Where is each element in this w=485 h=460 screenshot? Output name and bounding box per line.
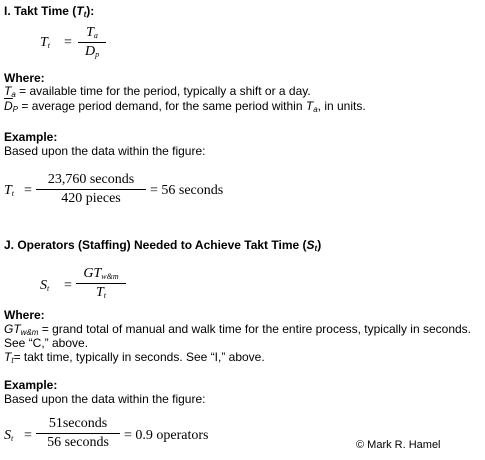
- section-j-where-1b: See “C,” above.: [4, 336, 89, 350]
- staffing-example-fraction: 51seconds 56 seconds: [36, 416, 120, 451]
- staffing-fraction: $GT_{w\&m}$ $T_t$: [76, 266, 126, 301]
- section-j-heading: J. Operators (Staffing) Needed to Achieve Takt Time $(S_t)$: [4, 238, 322, 253]
- section-i-where-2: $\overline{D}_P$ = average period demand, for the same period within $T_a$, in units.: [4, 99, 366, 114]
- section-i-where-1: $T_a$ = available time for the period, typically a shift or a day.: [4, 84, 311, 99]
- section-j-where-2: $T_t=$ takt time, typically in seconds. See “I,” above.: [4, 350, 265, 365]
- section-j-where-1: $GT_{w\&m}$ = grand total of manual and walk time for the entire process, typically in seconds.: [4, 322, 472, 337]
- section-j-example-text: Based upon the data within the figure:: [4, 392, 206, 406]
- staffing-example-formula: $S_t$ = 51seconds 56 seconds = 0.9 operators: [4, 416, 209, 450]
- section-i-example-label: Example:: [4, 130, 58, 144]
- section-j-example-label: Example:: [4, 378, 58, 392]
- section-j-where-label: Where:: [4, 308, 45, 322]
- takt-example-fraction: 23,760 seconds 420 pieces: [36, 172, 146, 207]
- section-i-example-text: Based upon the data within the figure:: [4, 144, 206, 158]
- copyright-notice: © Mark R. Hamel: [356, 439, 441, 451]
- takt-example-formula: $T_t$ = 23,760 seconds 420 pieces = 56 seconds: [4, 172, 224, 206]
- section-i-heading: I. Takt Time $(T_t)$:: [4, 4, 95, 19]
- takt-fraction: $T_a$ $D_p$: [78, 25, 106, 60]
- section-i-where-label: Where:: [4, 71, 45, 85]
- document-page: I. Takt Time $(T_t)$: $T_t$ = $T_a$ $D_p$ Where: $T_a$ = available time for the period, typically a shift or a day. $\overline{D}_P$ = average period demand, for the same period within $T_a$, in units. Example: Based upon the data within the figure: $T_t$ = 23,760 seconds 420 pieces = 56 seconds J. Operators (Staffing) Needed to Achieve Takt Time $(S_t)$ $S_t$ = $GT_{w\&m}$ $T_t$ Where: $GT_{w\&m}$ = grand total of manual and walk time for the entire process, typically in seconds. See “C,” above. $T_t=$ takt time, typically in seconds. See “I,” above. Example: Based upon the data within the figure: $S_t$ = 51seconds 56 seconds = 0.9 operators © Mark R. Hamel: [0, 0, 485, 460]
- staffing-formula: $S_t$ = $GT_{w\&m}$ $T_t$: [40, 264, 140, 306]
